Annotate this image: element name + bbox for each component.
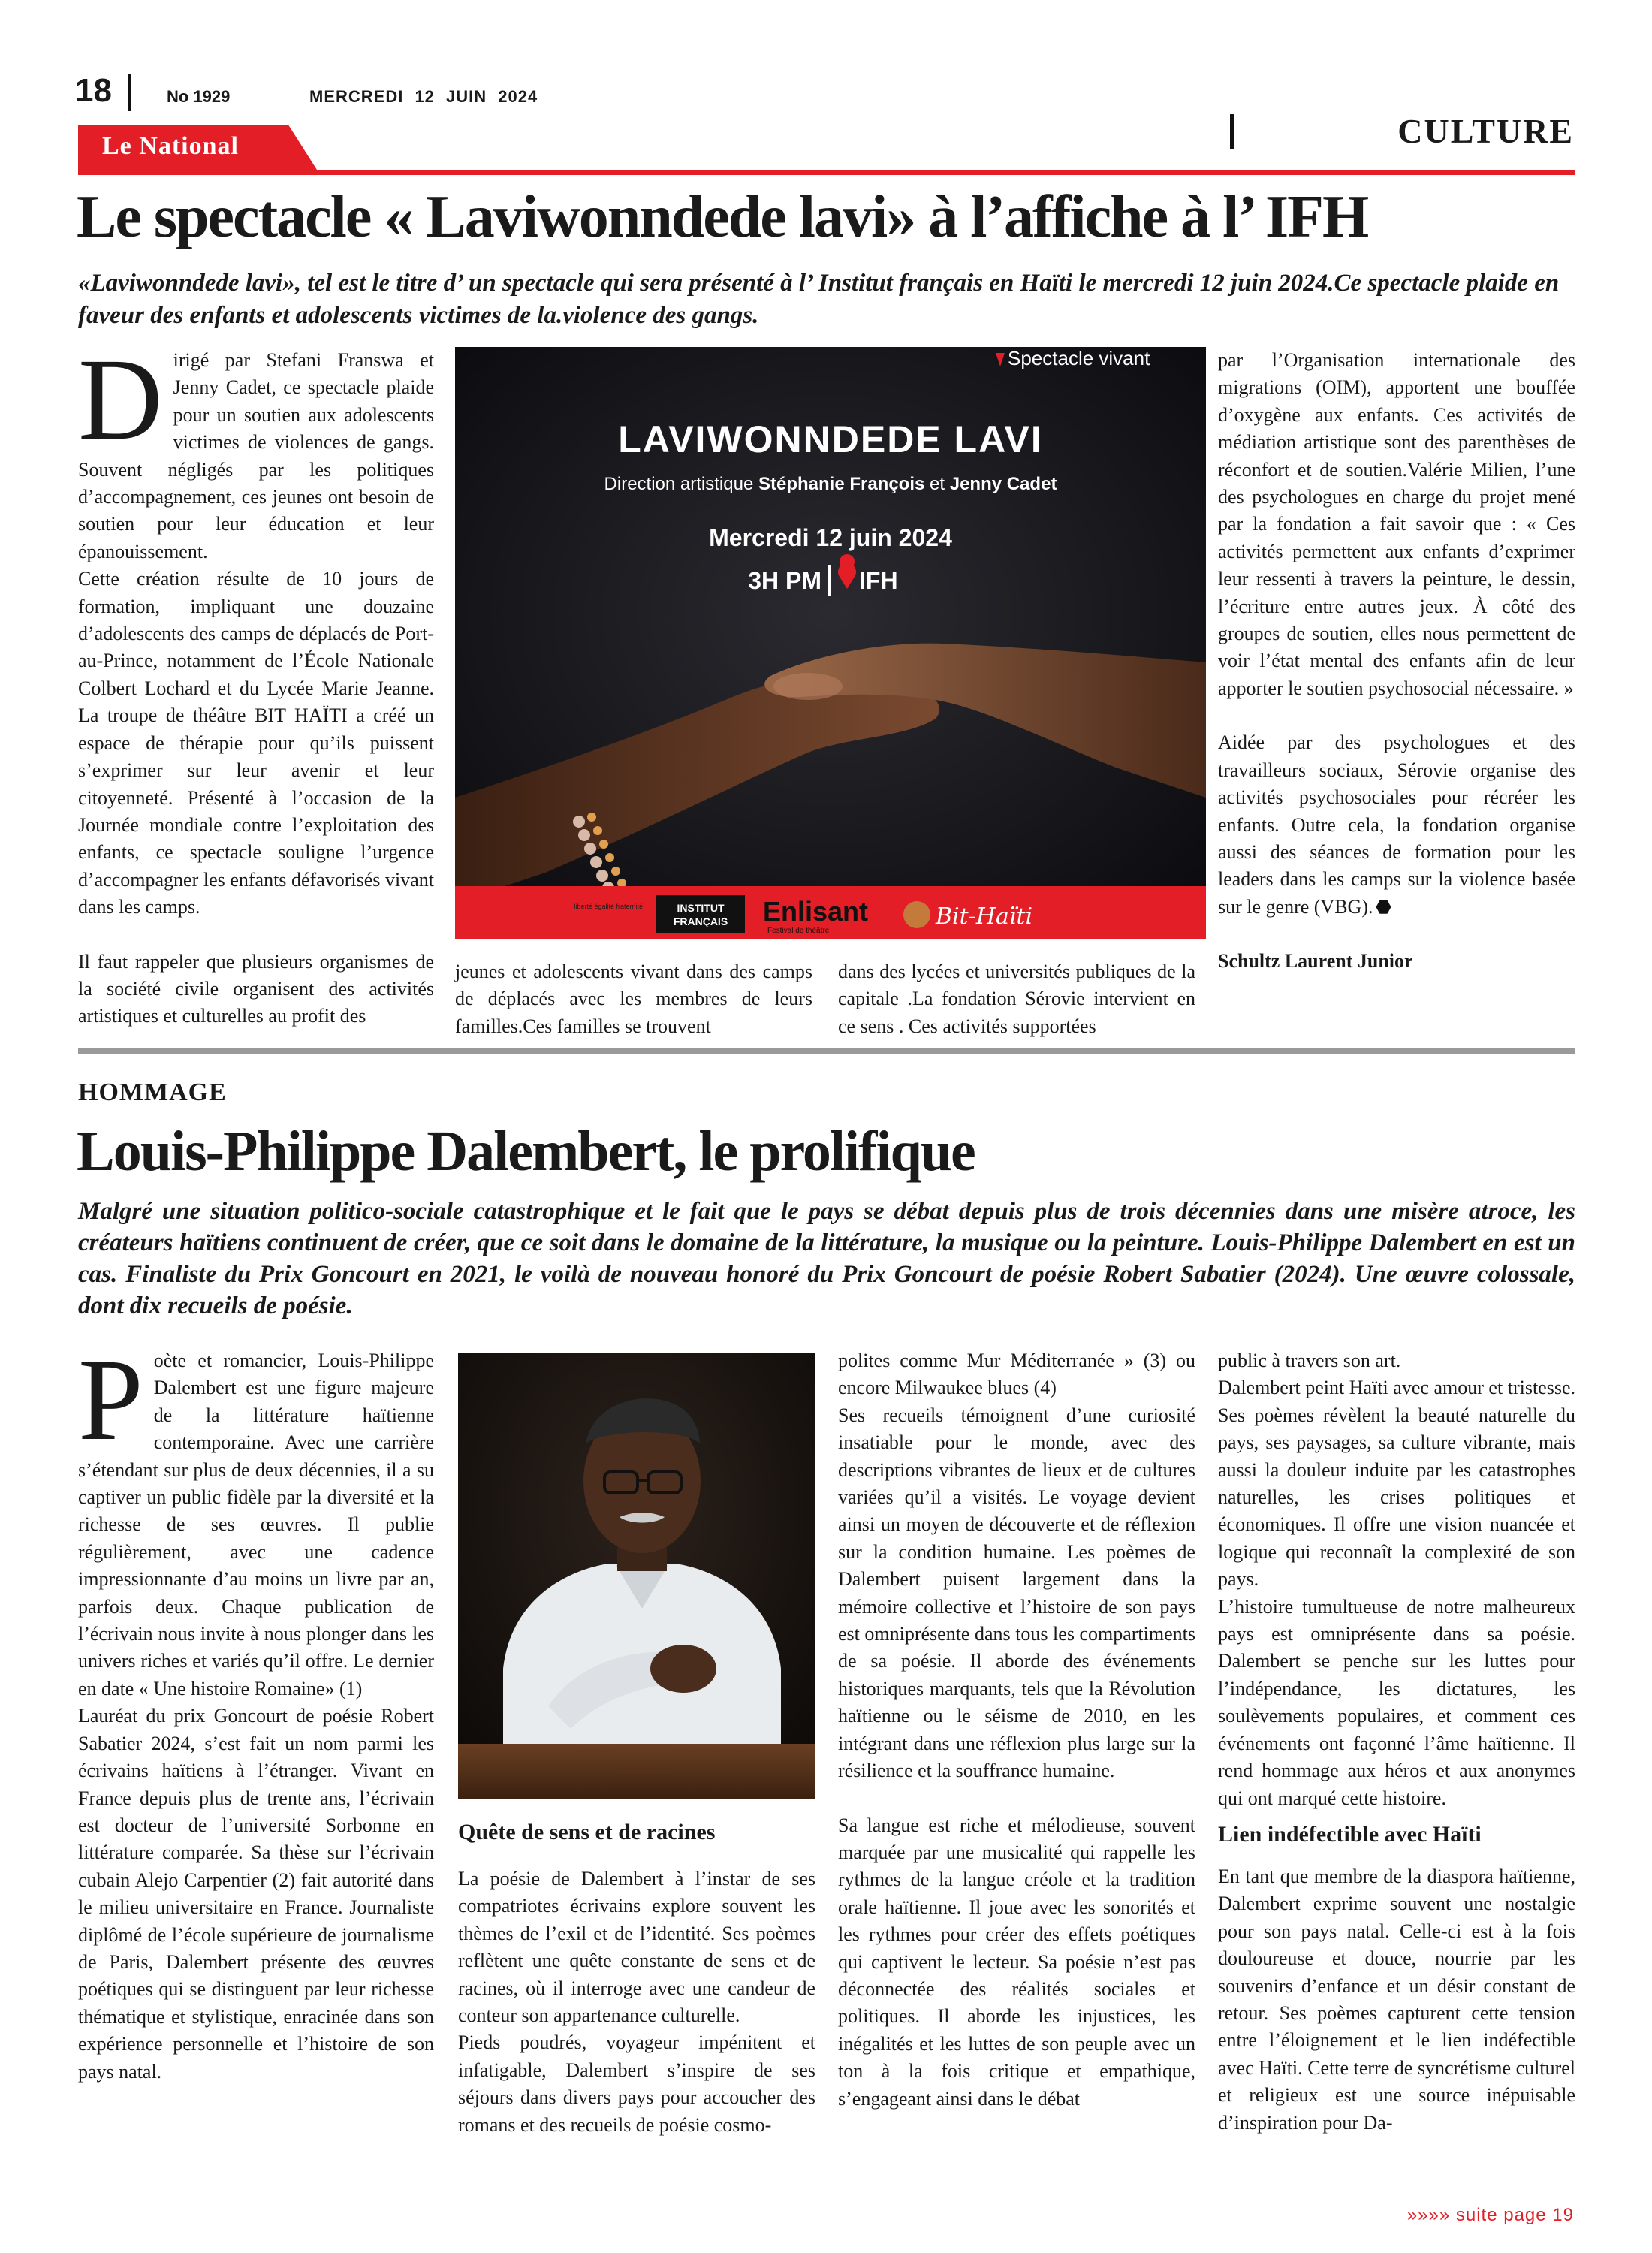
sponsor-logo-republic: liberté égalité fraternité — [574, 903, 643, 910]
end-mark-icon — [1376, 900, 1391, 915]
poster-date: Mercredi 12 juin 2024 — [709, 524, 952, 551]
paragraph: public à travers son art. — [1218, 1350, 1401, 1371]
poster-title: LAVIWONNDEDE LAVI — [618, 418, 1043, 460]
continued-link[interactable]: »»»» suite page 19 — [1406, 2205, 1574, 2225]
article1-column-2 — [455, 958, 812, 1040]
article2-kicker: HOMMAGE — [78, 1078, 227, 1106]
section-label: CULTURE — [1397, 112, 1574, 150]
poster-tag: Spectacle vivant — [1008, 347, 1150, 369]
article1-column-4 — [1218, 347, 1575, 976]
header-rule — [78, 170, 1575, 175]
article-divider — [78, 1048, 1575, 1054]
paragraph: irigé par Stefani Franswa et Jenny Cadet, ce spectacle plaide pour un soutien aux adolescents victimes de violences de gangs. Souvent négligés par les politiques d’accompagnement, ces jeunes ont besoin de soutien pour leur éducation et leur épanouissement. — [78, 349, 434, 562]
section-divider — [1230, 114, 1234, 149]
poster-venue: IFH — [859, 567, 898, 594]
header-divider — [128, 74, 131, 111]
dropcap: D — [78, 334, 163, 464]
brand-name: Le National — [102, 132, 239, 160]
paragraph: Ses recueils témoignent d’une curiosité insatiable pour le monde, avec des descriptions vibrantes de lieux et de cultures variées qu’il a visités. Le voyage devient ainsi un moyen de découverte et de réflexion sur la condition humaine. Les poèmes de Dalembert puisent largement dans la mémoire collective et l’histoire de son pays est omniprésente dans tous les compartiments de sa poésie. Il aborde des événements historiques marquants, tels que la Révolution haïtienne ou le séisme de 2010, en les intégrant dans une réflexion plus large sur la résilience et la souffrance humaine. — [838, 1404, 1195, 1782]
svg-text:Festival de théâtre: Festival de théâtre — [767, 927, 830, 935]
paragraph: En tant que membre de la diaspora haïtienne, Dalembert exprime souvent une nostalgie pour son pays natal. Celle-ci est à la fois douloureuse et douce, nourrie par les souvenirs d’enfance et un désir constant de retour. Ses poèmes capturent cette tension entre l’éloignement et le lien indéfectible avec Haïti. Cette terre de syncrétisme culturel et religieux est une source inépuisable d’inspiration pour Da- — [1218, 1865, 1575, 2134]
article2-title: Louis-Philippe Dalembert, le prolifique — [77, 1120, 975, 1183]
subhead: Lien indéfectible avec Haïti — [1218, 1821, 1482, 1847]
subhead: Quête de sens et de racines — [458, 1820, 716, 1844]
svg-text:FRANÇAIS: FRANÇAIS — [673, 915, 728, 927]
article1-column-1 — [78, 334, 434, 1030]
paragraph: dans des lycées et universités publiques de la capitale .La fondation Sérovie intervient en ce sens . Ces activités supportées — [838, 961, 1195, 1037]
bit-haiti-icon — [903, 901, 930, 928]
poster-credits: Direction artistique Stéphanie François et Jenny Cadet — [604, 474, 1057, 494]
author-portrait — [458, 1353, 815, 1799]
article2-column-4 — [1218, 1347, 1575, 2137]
article1-column-3 — [838, 958, 1195, 1040]
paragraph: polites comme Mur Méditerranée » (3) ou encore Milwaukee blues (4) — [838, 1350, 1195, 1399]
paragraph: Lauréat du prix Goncourt de poésie Robert Sabatier 2024, s’est fait un nom parmi les écrivains haïtiens à l’étranger. Vivant en France depuis plus de trente ans, l’écrivain est docteur de l’université Sorbonne en littérature comparée. Sa thèse sur l’écrivain cubain Alejo Carpentier (2) fait autorité dans le milieu universitaire en France. Journaliste diplômé de l’école supérieure de journalisme de Paris, Dalembert présente des œuvres poétiques qui se distinguent par leur richesse thématique et stylistique, enracinée dans son expérience personnelle et l’histoire de son pays natal. — [78, 1705, 434, 2083]
article1-dek: «Laviwonndede lavi», tel est le titre d’ un spectacle qui sera présenté à l’ Institut français en Haïti le mercredi 12 juin 2024.Ce spectacle plaide en faveur des enfants et adolescents victimes de la.violence des gangs. — [78, 270, 1560, 329]
page-number: 18 — [75, 72, 112, 109]
paragraph: Il faut rappeler que plusieurs organismes de la société civile organisent des activités artistiques et culturelles au profit des — [78, 950, 434, 1027]
paragraph: Pieds poudrés, voyageur impénitent et infatigable, Dalembert s’inspire de ses séjours dans divers pays pour accoucher des romans et des recueils de poésie cosmo- — [458, 2031, 815, 2136]
article1-title: Le spectacle « Laviwonndede lavi» à l’affiche à l’ IFH — [77, 184, 1368, 250]
poster-time: 3H PM — [748, 567, 821, 594]
paragraph: Dalembert peint Haïti avec amour et tristesse. Ses poèmes révèlent la beauté naturelle du pays, ses paysages, sa culture vibrante, mais aussi la douleur induite par les catastrophes naturelles, les crises politiques et économiques. Il offre une vision nuancée et logique qui reconnaît la complexité de son pays. — [1218, 1377, 1575, 1591]
issue-date: MERCREDI 12 JUIN 2024 — [309, 87, 538, 106]
article2-column-1 — [78, 1335, 434, 2086]
enlisant-logo: Enlisant — [763, 896, 869, 927]
event-poster — [455, 347, 1206, 939]
paragraph: Cette création résulte de 10 jours de formation, impliquant une douzaine d’adolescents des camps de déplacés de Port-au-Prince, notamment de l’École Nationale Colbert Lochard et du Lycée Marie Jeanne. La troupe de théâtre BIT HAÏTI a créé un espace de thérapie pour qu’ils puissent s’exprimer sur leur avenir et leur citoyenneté. Présenté à l’occasion de la Journée mondiale contre l’exploitation des enfants, ce spectacle souligne l’urgence d’accompagner les enfants défavorisés vivant dans les camps. — [78, 568, 434, 918]
poster-sponsor-bar — [455, 886, 1206, 939]
paragraph: La poésie de Dalembert à l’instar de ses compatriotes écrivains explore souvent les thèmes de l’exil et de l’identité. Ses poèmes reflètent une quête constante de sens et de racines, où il interroge avec une candeur de conteur son appartenance culturelle. — [458, 1868, 815, 2027]
article2-column-3 — [838, 1347, 1195, 2113]
dropcap: P — [78, 1335, 143, 1464]
article1-byline: Schultz Laurent Junior — [1218, 950, 1413, 973]
paragraph: Aidée par des psychologues et des travailleurs sociaux, Sérovie organise des activités psychosociales pour récréer les enfants. Outre cela, la fondation organise aussi des séances de formation pour les leaders dans les camps sur la violence basée sur le genre (VBG). — [1218, 731, 1575, 918]
article2-column-2 — [458, 1817, 815, 2139]
svg-text:INSTITUT: INSTITUT — [677, 902, 725, 914]
paragraph: L’histoire tumultueuse de notre malheureux pays est omniprésente dans sa poésie. Dalembert se penche sur les luttes pour l’indépendance, les dictatures, les soulèvements populaires, et comment ces événements ont façonné l’âme haïtienne. Il rend hommage aux héros et aux anonymes qui ont marqué cette histoire. — [1218, 1595, 1575, 1809]
paragraph: oète et romancier, Louis-Philippe Dalembert est une figure majeure de la littérature haïtienne contemporaine. Avec une carrière s’étendant sur plus de deux décennies, il a su captiver un public fidèle par la diversité et la richesse de ses œuvres. Il publie régulièrement, avec une cadence impressionnante d’au moins un livre par an, parfois deux. Chaque publication de l’écrivain nous invite à nous plonger dans les univers riches et variés qu’il offre. Le dernier en date « Une histoire Romaine» (1) — [78, 1350, 434, 1700]
article2-dek: Malgré une situation politico-sociale catastrophique et le fait que le pays se débat depuis plus de trois décennies dans une misère atroce, les créateurs haïtiens continuent de créer, que ce soit dans le domaine de la littérature, la musique ou la peinture. Louis-Philippe Dalembert en est un cas. Finaliste du Prix Goncourt en 2021, le voilà de nouveau honoré du Prix Goncourt de poésie Robert Sabatier (2024). Une œuvre colossale, dont dix recueils de poésie. — [78, 1198, 1575, 1320]
paragraph: Sa langue est riche et mélodieuse, souvent marquée par une musicalité qui rappelle les rythmes de la langue créole et la tradition orale haïtienne. Il joue avec les sonorités et les rythmes pour créer des effets poétiques qui captivent le lecteur. Sa poésie n’est pas déconnectée des réalités sociales et politiques. Il aborde les injustices, les inégalités et les luttes de son peuple avec un ton à la fois critique et empathique, s’engageant ainsi dans le débat — [838, 1814, 1195, 2110]
paragraph: jeunes et adolescents vivant dans des camps de déplacés avec les membres de leurs familles.Ces familles se trouvent — [455, 961, 812, 1037]
issue-number: No 1929 — [167, 87, 231, 106]
bit-haiti-logo: Bit-Haïti — [936, 903, 1033, 930]
paragraph: par l’Organisation internationale des migrations (OIM), apportent une bouffée d’oxygène aux enfants. Ces activités de médiation artistique sont des parenthèses de réconfort et de soutien.Valérie Milien, l’une des psychologues en charge du projet mené par la fondation a fait savoir que : « Ces activités permettent aux enfants d’exprimer leur ressenti à travers la peinture, le dessin, l’écriture entre autres jeux. À côté des groupes de soutien, elles nous permettent de voir l’état mental des enfants afin de leur apporter le soutien psychosocial nécessaire. » — [1218, 349, 1575, 699]
